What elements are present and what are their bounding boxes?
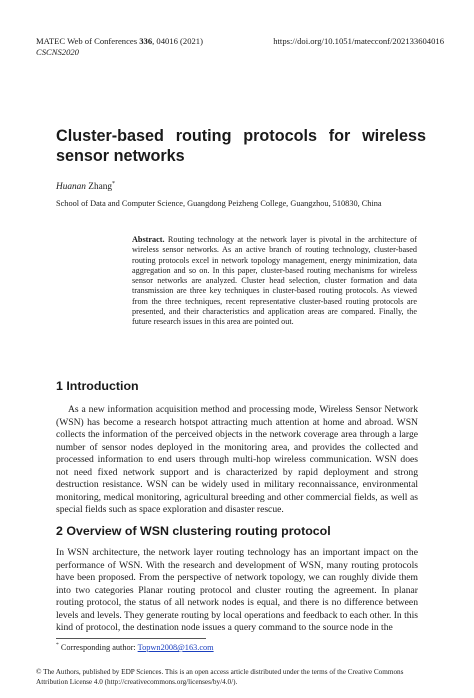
doi-link[interactable]: https://doi.org/10.1051/matecconf/202133604016	[273, 36, 444, 46]
abstract-label: Abstract.	[132, 235, 165, 244]
copyright-line-1: © The Authors, published by EDP Sciences. This is an open access article distributed under the terms of the Creative Commons	[36, 668, 404, 676]
paper-title: Cluster-based routing protocols for wireless sensor networks	[56, 127, 426, 165]
corresponding-email-link[interactable]: Topwn2008@163.com	[137, 642, 214, 652]
section-heading-introduction: 1 Introduction	[56, 379, 139, 393]
author-line	[56, 181, 115, 192]
article-number: , 04016 (2021)	[152, 36, 203, 46]
journal-volume: 336	[139, 36, 153, 46]
overview-paragraph: In WSN architecture, the network layer routing technology has an important impact on the performance of WSN. With the research and development of WSN, many routing protocols have been proposed. From the perspective of network topology, we can roughly divide them into two categories Planar routing protocol and cluster routing the agreement. In planar routing protocol, the status of all network nodes is equal, and there is no difference between levels and levels. They generate routing by local operations and feedback to each other. In this kind of protocol, the destination node issues a query command to the source node in the	[56, 547, 418, 633]
conference-series: CSCNS2020	[36, 47, 79, 57]
footnote-marker: *	[56, 642, 59, 648]
copyright-notice	[36, 668, 446, 687]
section-heading-overview: 2 Overview of WSN clustering routing protocol	[56, 524, 331, 538]
introduction-paragraph: As a new information acquisition method and processing mode, Wireless Sensor Network (WSN) has become a research hotspot attracting much attention at home and abroad. WSN collects the information of the perceived objects in the network coverage area through a large number of sensor nodes deployed in the monitoring area, and provides the collected and processed information to end users through multi-hop wireless communication. WSN does not need fixed network support and is characterized by rapid deployment and strong destruction resistance. WSN can be widely used in military reconnaissance, environmental monitoring, medical monitoring, agricultural breeding and other commercial fields, as well as special fields such as space exploration and disaster rescue.	[56, 404, 418, 515]
journal-name: MATEC Web of Conferences	[36, 36, 140, 46]
abstract	[132, 235, 417, 328]
footnote-divider	[56, 638, 206, 639]
footnote-label: Corresponding author:	[58, 642, 138, 652]
affiliation: School of Data and Computer Science, Guangdong Peizheng College, Guangzhou, 510830, China	[56, 199, 382, 208]
abstract-text: Routing technology at the network layer is pivotal in the architecture of wireless sensor networks. As an active branch of routing technology, cluster-based routing protocols excel in network topology management, energy minimization, data aggregation and so on. In this paper, cluster-based routing mechanisms for wireless sensor networks are analyzed. Cluster head selection, cluster formation and data transmission are three key techniques in cluster-based routing protocols. As viewed from the three techniques, recent representative cluster-based routing protocols are presented, and their characteristics and application areas are compared. Finally, the future research issues in this area are pointed out.	[132, 235, 417, 327]
copyright-line-2: Attribution License 4.0 (http://creativecommons.org/licenses/by/4.0/).	[36, 677, 238, 686]
author-marker: *	[112, 181, 116, 187]
footnote	[56, 642, 214, 652]
journal-citation	[36, 36, 203, 47]
author-first-name: Huanan	[56, 182, 86, 193]
author-last-name: Zhang	[85, 182, 113, 193]
